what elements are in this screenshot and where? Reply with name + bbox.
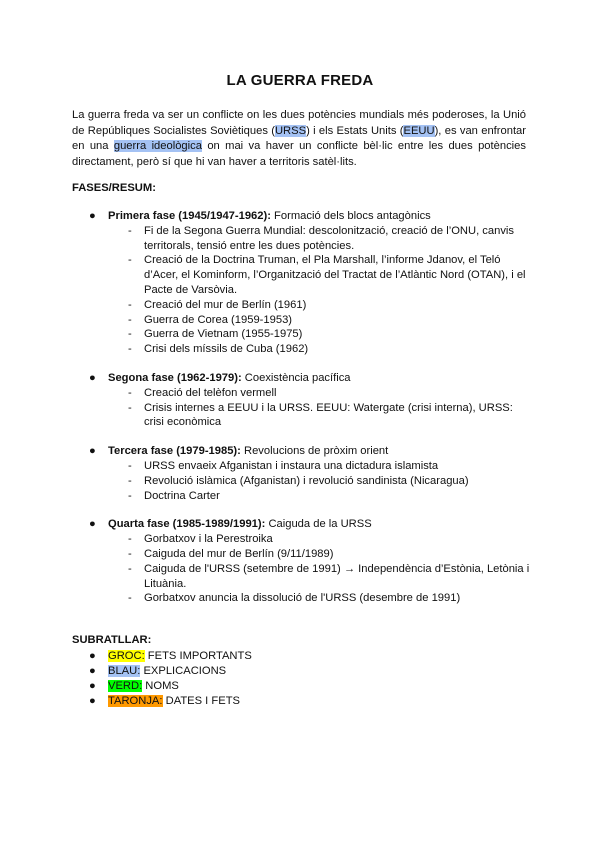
intro-text-3: ), es van enfrontar en una: [72, 124, 527, 153]
bullet-icon: ●: [89, 518, 96, 531]
legend-label: GROC:: [108, 650, 145, 662]
highlight-legend: [72, 649, 252, 709]
phase-3: [72, 444, 532, 503]
phase-items: [72, 532, 532, 606]
dash-icon: -: [128, 401, 132, 414]
phase-title: Primera fase (1945/1947-1962):: [108, 210, 271, 222]
dash-icon: -: [128, 533, 132, 546]
highlight-urss: URSS: [274, 124, 307, 137]
phase-items: [72, 459, 532, 503]
legend-item-orange: [72, 694, 252, 709]
legend-text: FETS IMPORTANTS: [144, 650, 252, 662]
highlight-ideological-war: guerra ideològica: [113, 140, 202, 153]
list-item-text: Caiguda del mur de Berlín (9/11/1989): [144, 547, 334, 560]
phase-description: Caiguda de la URSS: [265, 518, 372, 531]
list-item: [72, 224, 532, 254]
highlight-eeuu: EEUU: [403, 124, 435, 137]
legend-text: DATES I FETS: [162, 695, 240, 707]
list-item-text: Fi de la Segona Guerra Mundial: descolonització, creació de l’ONU, canvis territorals, tensió entre les dues potències.: [144, 224, 514, 252]
list-item-text: Crisi dels míssils de Cuba (1962): [144, 343, 309, 356]
dash-icon: -: [128, 298, 132, 311]
bullet-icon: ●: [89, 650, 96, 662]
page-title: LA GUERRA FREDA: [226, 72, 374, 89]
list-item: [72, 386, 532, 401]
legend-text: EXPLICACIONS: [140, 665, 227, 677]
list-item-text: Guerra de Vietnam (1955-1975): [144, 328, 303, 341]
phase-title: Quarta fase (1985-1989/1991):: [108, 518, 266, 531]
legend-label: TARONJA:: [108, 695, 163, 707]
dash-icon: -: [128, 489, 132, 502]
list-item: [72, 489, 532, 504]
legend-item-yellow: [72, 649, 252, 664]
phase-header: [72, 209, 532, 224]
legend-heading: SUBRATLLAR:: [72, 634, 152, 646]
list-item: [72, 342, 532, 357]
list-item-text: Revolució islàmica (Afganistan) i revolució sandinista (Nicaragua): [144, 474, 469, 487]
phase-1: [72, 209, 532, 357]
list-item-text: URSS envaeix Afganistan i instaura una dictadura islamista: [144, 459, 439, 472]
bullet-icon: ●: [89, 695, 96, 707]
phase-header: [72, 517, 532, 532]
dash-icon: -: [128, 474, 132, 487]
dash-icon: -: [128, 562, 132, 575]
phase-2: [72, 371, 532, 430]
legend-label: BLAU:: [108, 665, 141, 677]
bullet-icon: ●: [89, 445, 96, 458]
phases-heading: FASES/RESUM:: [72, 182, 156, 194]
phase-header: [72, 371, 532, 386]
dash-icon: -: [128, 592, 132, 605]
phase-description: Coexistència pacífica: [241, 371, 351, 384]
list-item-text: Guerra de Corea (1959-1953): [144, 313, 293, 326]
list-item: [72, 313, 532, 328]
phase-items: [72, 386, 532, 430]
intro-text-1: La guerra freda va ser un conflicte on les dues potències mundials més poderoses, la Unió de Repúbliques Socialistes Soviètiques (: [72, 109, 526, 137]
list-item-text: Creació de la Doctrina Truman, el Pla Marshall, l’informe Jdanov, el Teló d’Acer, el Kominform, l’Organització del Tractat de l’Atlàntic Nord (OTAN), i el Pacte de Varsòvia.: [144, 254, 526, 296]
phase-description: Revolucions de pròxim orient: [240, 445, 389, 458]
list-item-text: Caiguda de l'URSS (setembre de 1991) → Independència d’Estònia, Letònia i Lituània.: [144, 562, 530, 590]
list-item: [72, 459, 532, 474]
list-item-text: Doctrina Carter: [144, 489, 220, 502]
dash-icon: -: [128, 328, 132, 341]
dash-icon: -: [128, 386, 132, 399]
list-item: [72, 298, 532, 313]
phases-list: [72, 209, 532, 620]
list-item: [72, 562, 532, 592]
dash-icon: -: [128, 254, 132, 267]
phase-description: Formació dels blocs antagònics: [270, 210, 431, 222]
dash-icon: -: [128, 224, 132, 237]
bullet-icon: ●: [89, 210, 96, 222]
phase-title: Tercera fase (1979-1985):: [108, 445, 241, 458]
dash-icon: -: [128, 459, 132, 472]
dash-icon: -: [128, 547, 132, 560]
list-item: [72, 547, 532, 562]
list-item: [72, 401, 532, 431]
phase-4: [72, 517, 532, 606]
bullet-icon: ●: [89, 665, 96, 677]
list-item-text: Creació del mur de Berlín (1961): [144, 298, 307, 311]
intro-text-2: ) i els Estats Units (: [306, 124, 404, 137]
legend-text: NOMS: [142, 680, 179, 692]
phase-title: Segona fase (1962-1979):: [108, 371, 242, 384]
dash-icon: -: [128, 313, 132, 326]
list-item: [72, 532, 532, 547]
list-item-text: Gorbatxov anuncia la dissolució de l'URSS (desembre de 1991): [144, 592, 461, 605]
list-item-text: Crisis internes a EEUU i la URSS. EEUU: Watergate (crisi interna), URSS: crisi econòmica: [144, 401, 513, 429]
bullet-icon: ●: [89, 680, 96, 692]
list-item: [72, 591, 532, 606]
legend-item-blue: [72, 664, 252, 679]
phase-header: [72, 444, 532, 459]
dash-icon: -: [128, 343, 132, 356]
list-item: [72, 474, 532, 489]
list-item: [72, 327, 532, 342]
intro-text-4: on mai va haver un conflicte bèl·lic entre les dues potències directament, però sí que hi van haver a territoris satèl·lits.: [72, 140, 526, 168]
list-item-text: Gorbatxov i la Perestroika: [144, 533, 273, 546]
intro-paragraph: [72, 108, 526, 170]
legend-item-green: [72, 679, 252, 694]
phase-items: [72, 224, 532, 357]
list-item: [72, 253, 532, 297]
list-item-text: Creació del telèfon vermell: [144, 386, 277, 399]
bullet-icon: ●: [89, 371, 96, 384]
legend-label: VERD:: [108, 680, 143, 692]
